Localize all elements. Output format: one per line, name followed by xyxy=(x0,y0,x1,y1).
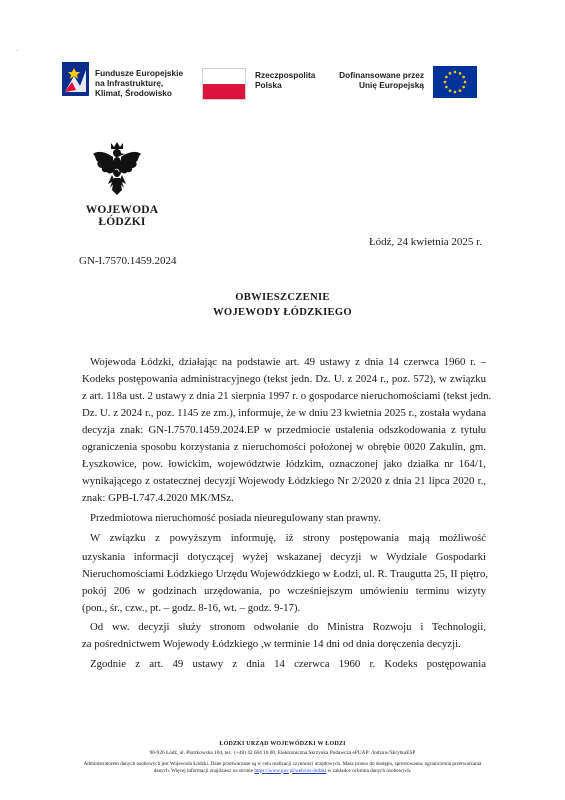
body-line: Dz. U. z 2024 r., poz. 1145 ze zm.), informuje, że w dniu 23 kwietnia 2025 r., została wydana xyxy=(82,407,486,419)
eu-cofunding-text xyxy=(330,70,424,90)
body-line: Kodeks postępowania administracyjnego (tekst jedn. Dz. U. z 2024 r., poz. 572), w związku xyxy=(82,373,486,385)
body-line: wynikającego z ostatecznej decyzji Wojewody Łódzkiego Nr 2/2020 z dnia 21 lipca 2020 r., xyxy=(82,475,486,487)
margin-mark: · xyxy=(16,47,19,55)
body-line: z art. 118a ust. 2 ustawy z dnia 21 sierpnia 1997 r. o gospodarce nieruchomościami (tekst jedn. xyxy=(82,390,492,402)
footer-address: 90-926 Łódź, ul. Piotrkowska 104, tel.: (+48) 42 664 10 00, Elektroniczna Skrzynka Podawcza ePUAP: /lodzuw/SkrytkaESP xyxy=(149,750,416,756)
eu-star xyxy=(459,72,462,75)
body-line: pokój 206 w godzinach urzędowania, po wcześniejszym umówieniu terminu wizyty xyxy=(82,585,486,597)
footer-office-name: ŁÓDZKI URZĄD WOJEWÓDZKI W ŁODZI xyxy=(219,741,346,747)
eu-star xyxy=(454,91,457,94)
funds-text-line-1: Fundusze Europejskie xyxy=(95,68,184,78)
eu-text-line-1: Dofinansowane przez xyxy=(339,70,424,80)
eu-star xyxy=(449,72,452,75)
eu-star xyxy=(462,86,465,89)
eu-star xyxy=(445,86,448,89)
document-subtitle: WOJEWODY ŁÓDZKIEGO xyxy=(213,307,352,318)
poland-logo-text xyxy=(255,70,315,90)
document-title: OBWIESZCZENIE xyxy=(235,292,330,303)
reference-number: GN-I.7570.1459.2024 xyxy=(79,255,177,267)
place-date: Łódź, 24 kwietnia 2025 r. xyxy=(368,236,482,248)
footer-privacy-link[interactable]: https://www.gov.pl/web/uw-lodzki xyxy=(254,767,327,774)
funds-europe-logo-icon xyxy=(62,62,89,96)
body-line: Łyszkowice, pow. łowickim, województwie łódzkim, oznaczonej jako działka nr 164/1, xyxy=(82,458,486,470)
eu-star xyxy=(462,76,465,79)
eu-star xyxy=(449,89,452,92)
eu-flag-icon xyxy=(433,66,477,98)
eu-star xyxy=(444,81,447,84)
body-line: uzyskania informacji dotyczącej wyżej wskazanej decyzji w Wydziale Gospodarki xyxy=(82,551,486,563)
body-line: (pon., śr., czw., pt. – godz. 8-16, wt. – godz. 9-17). xyxy=(82,602,301,614)
poland-flag-icon xyxy=(202,68,246,100)
poland-text-line-1: Rzeczpospolita xyxy=(255,70,316,80)
body-line: Nieruchomościami Łódzkiego Urzędu Wojewódzkiego w Łodzi, ul. R. Traugutta 25, II piętro, xyxy=(82,568,489,580)
eu-star xyxy=(459,89,462,92)
body-line: ograniczenia sposobu korzystania z nieruchomości położonej w obrębie 0020 Zakulin, gm. xyxy=(82,441,486,453)
body-line: za pośrednictwem Wojewody Łódzkiego ,w terminie 14 dni od dnia doręczenia decyzji. xyxy=(82,638,461,650)
body-line: decyzja znak: GN-I.7570.1459.2024.EP w przedmiocie ustalenia odszkodowania z tytułu xyxy=(82,424,486,436)
polish-eagle-emblem-icon xyxy=(92,140,142,198)
funds-text-line-2: na Infrastrukturę, xyxy=(95,78,164,88)
footer-privacy-info xyxy=(80,761,485,774)
poland-text-line-2: Polska xyxy=(255,80,282,90)
body-line: W związku z powyższym informuję, iż strony postępowania mają możliwość xyxy=(90,532,486,544)
eu-star xyxy=(454,71,457,74)
body-line: Zgodnie z art. 49 ustawy z dnia 14 czerwca 1960 r. Kodeks postępowania xyxy=(90,658,486,670)
footer-privacy-text: Administratorem danych osobowych jest Wojewoda Łódzki. Dane przetwarzane są w celu realizacji czynności urzędowych. Masz prawo do dostępu, sprostowania, ograniczenia przetwarzania danych. Więcej informacji znajdziesz na stronie xyxy=(83,761,482,774)
authority-name: WOJEWODA ŁÓDZKI xyxy=(85,204,159,228)
footer-privacy-text-end: w zakładce ochrona danych osobowych. xyxy=(326,767,412,774)
body-line: Od ww. decyzji służy stronom odwołanie do Ministra Rozwoju i Technologii, xyxy=(90,621,486,633)
body-line: Wojewoda Łódzki, działając na podstawie art. 49 ustawy z dnia 14 czerwca 1960 r. – xyxy=(90,356,486,368)
body-line: znak: GPB-I.747.4.2020 MK/MSz. xyxy=(82,492,234,504)
funds-europe-logo-text xyxy=(95,68,183,98)
eu-star xyxy=(464,81,467,84)
body-line: Przedmiotowa nieruchomość posiada nieuregulowany stan prawny. xyxy=(90,512,381,524)
funds-text-line-3: Klimat, Środowisko xyxy=(95,88,172,98)
eu-text-line-2: Unię Europejską xyxy=(358,80,424,90)
eu-star xyxy=(445,76,448,79)
